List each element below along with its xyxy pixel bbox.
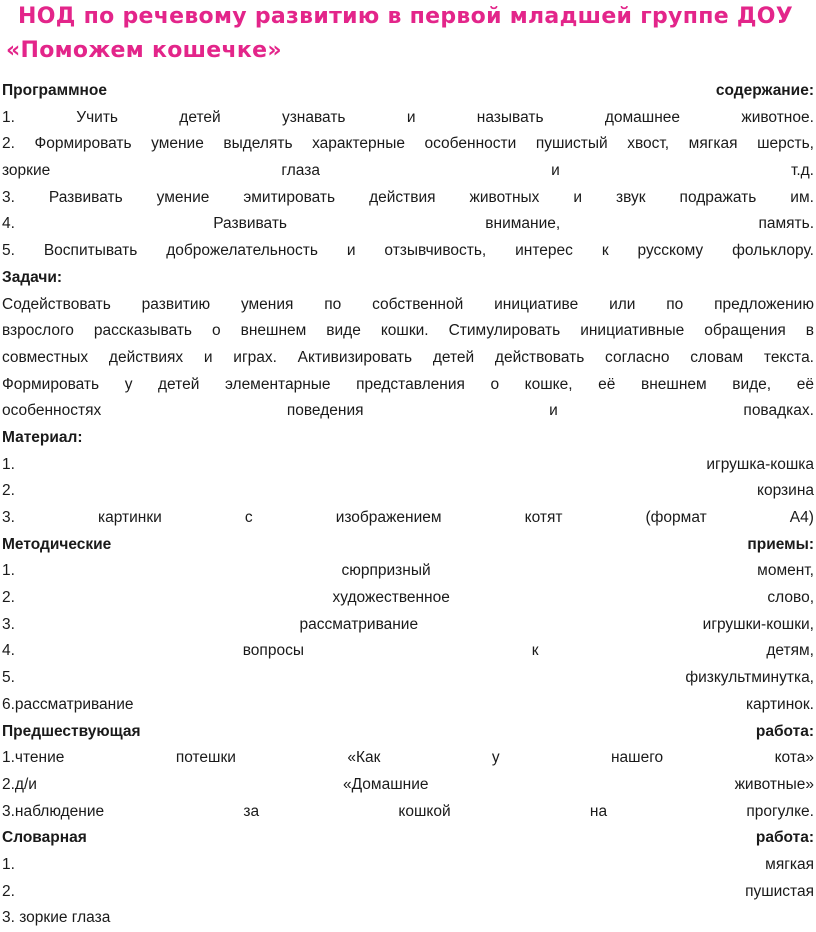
word: узнавать <box>281 108 346 126</box>
text-line <box>2 185 814 212</box>
word: кошкой <box>398 802 451 820</box>
word: Развивать <box>48 188 123 206</box>
word: пушистый <box>535 135 608 153</box>
word: слово, <box>767 589 814 607</box>
word: выделять <box>223 135 293 153</box>
text-line <box>2 345 814 372</box>
word: 1. <box>2 108 15 126</box>
word: с <box>244 509 253 526</box>
section-heading <box>2 265 814 292</box>
word: изображением <box>335 509 442 526</box>
word: 1. <box>2 562 15 580</box>
word: элементарные <box>224 375 331 393</box>
word: хвост, <box>627 135 670 153</box>
word: внешнем <box>240 322 307 340</box>
section-heading <box>2 425 814 452</box>
word: животные» <box>734 775 814 793</box>
word: 3.наблюдение <box>2 802 105 820</box>
text-line <box>2 585 814 612</box>
section-heading <box>2 825 814 852</box>
word: о <box>211 322 221 340</box>
word: глаза <box>71 909 111 927</box>
word: вопросы <box>242 642 304 660</box>
word: корзина <box>757 482 814 500</box>
word: игрушки-кошки, <box>702 615 814 633</box>
word: Формировать <box>34 135 132 153</box>
word: Стимулировать <box>448 322 561 340</box>
word: кошке, <box>524 375 573 393</box>
word: представления <box>356 375 465 393</box>
title-line-2: «Поможем кошечке» <box>6 38 282 63</box>
word: особенностях <box>2 402 102 420</box>
word: интерес <box>515 242 573 260</box>
word: и <box>573 188 583 206</box>
word: детей <box>179 108 221 126</box>
word: 3. <box>2 909 15 927</box>
word: Методические <box>2 535 112 553</box>
word: предложению <box>714 295 814 313</box>
word: детей <box>158 375 200 393</box>
text-line <box>2 905 814 932</box>
word: внимание, <box>485 215 561 233</box>
text-line <box>2 131 814 158</box>
word: Предшествующая <box>2 722 141 740</box>
word: игрушка-кошка <box>706 455 814 473</box>
word: умения <box>240 295 294 313</box>
word: рассматривание <box>299 615 419 633</box>
word: Воспитывать <box>43 242 138 260</box>
word: называть <box>476 108 544 126</box>
word: шерсть, <box>757 135 814 153</box>
word: нашего <box>610 749 664 767</box>
word: животных <box>469 188 540 206</box>
text-line <box>2 292 814 319</box>
word: за <box>243 802 260 820</box>
word: собственной <box>372 295 464 313</box>
word: по <box>666 295 684 313</box>
word: по <box>324 295 342 313</box>
word: доброжелательность <box>166 242 318 260</box>
word: действовать <box>494 348 585 366</box>
word: и <box>406 108 416 126</box>
word: действия <box>369 188 436 206</box>
word: характерные <box>312 135 405 153</box>
text-line <box>2 105 814 132</box>
word: инициативные <box>580 322 685 340</box>
word: отзывчивость, <box>384 242 487 260</box>
word: играх. <box>233 348 277 366</box>
text-line <box>2 478 814 505</box>
word: 5. <box>2 669 15 687</box>
word: виде, <box>732 375 772 393</box>
word: глаза <box>281 162 320 180</box>
word: момент, <box>757 562 814 580</box>
word: художественное <box>332 589 450 607</box>
word: работа: <box>755 829 814 847</box>
text-line <box>2 745 814 772</box>
word: и <box>346 242 356 260</box>
word: Формировать <box>2 375 100 393</box>
word: содержание: <box>715 82 814 99</box>
word: в <box>805 322 814 340</box>
word: 5. <box>2 242 15 260</box>
word: особенности <box>424 135 517 153</box>
word: поведения <box>286 402 364 420</box>
word: эмитировать <box>243 188 336 206</box>
word: 2. <box>2 882 15 900</box>
text-line <box>2 452 814 479</box>
text-line <box>2 612 814 639</box>
word: А4) <box>789 509 814 526</box>
word: память. <box>758 215 814 233</box>
word: зоркие <box>2 162 51 180</box>
word: мягкая <box>688 135 738 153</box>
word: словам <box>690 348 744 366</box>
word: Программное <box>2 82 108 99</box>
word: 4. <box>2 642 15 660</box>
word: 1.чтение <box>2 749 65 767</box>
text-line <box>2 398 814 425</box>
word: совместных <box>2 348 89 366</box>
word: работа: <box>755 722 814 740</box>
word: Задачи: <box>2 268 63 286</box>
word: пушистая <box>745 882 814 900</box>
word: потешки <box>175 749 236 767</box>
word: действиях <box>108 348 184 366</box>
word: 2.д/и <box>2 775 37 793</box>
text-line <box>2 372 814 399</box>
word: подражать <box>679 188 757 206</box>
word: и <box>551 162 560 180</box>
word: внешнем <box>640 375 707 393</box>
word: Содействовать <box>2 295 111 313</box>
word: приемы: <box>747 535 814 553</box>
word: развитию <box>141 295 211 313</box>
word: у <box>124 375 133 393</box>
word: повадках. <box>743 402 814 420</box>
word: умение <box>156 188 210 206</box>
word: к <box>601 242 609 260</box>
word: Учить <box>76 108 118 126</box>
word: обращения <box>704 322 786 340</box>
text-line <box>2 211 814 238</box>
text-line <box>2 879 814 906</box>
word: умение <box>151 135 204 153</box>
word: рассказывать <box>93 322 192 340</box>
word: т.д. <box>790 162 814 180</box>
word: текста. <box>763 348 814 366</box>
word: «Как <box>347 749 381 767</box>
text-line <box>2 799 814 826</box>
page-title <box>0 0 816 66</box>
word: Материал: <box>2 428 83 446</box>
word: её <box>796 375 814 393</box>
section-heading <box>2 719 814 746</box>
word: 3. <box>2 188 15 206</box>
text-line <box>2 692 814 719</box>
text-line <box>2 318 814 345</box>
document-body <box>2 78 814 932</box>
word: 2. <box>2 589 15 607</box>
word: и <box>549 402 558 420</box>
text-line <box>2 558 814 585</box>
word: 4. <box>2 215 15 233</box>
word: «Домашние <box>343 775 429 793</box>
word: согласно <box>605 348 670 366</box>
word: 1. <box>2 855 15 873</box>
word: картинки <box>98 509 162 526</box>
section-heading <box>2 78 814 105</box>
text-line <box>2 158 814 185</box>
word: фольклору. <box>732 242 814 260</box>
word: животное. <box>741 108 814 126</box>
text-line <box>2 665 814 692</box>
word: 2. <box>2 482 15 500</box>
word: зоркие <box>19 909 68 927</box>
text-line <box>2 638 814 665</box>
word: звук <box>616 188 646 206</box>
text-line <box>2 772 814 799</box>
word: 1. <box>2 455 15 473</box>
word: Активизировать <box>297 348 413 366</box>
word: о <box>490 375 500 393</box>
word: к <box>531 642 539 660</box>
word: физкультминутка, <box>685 669 814 687</box>
word: кошки. <box>380 322 429 340</box>
word: котят <box>524 509 563 526</box>
word: домашнее <box>604 108 681 126</box>
word: детям, <box>766 642 814 660</box>
text-line <box>2 505 814 532</box>
word: инициативе <box>494 295 579 313</box>
word: русскому <box>637 242 704 260</box>
word: им. <box>790 188 814 206</box>
word: взрослого <box>2 322 74 340</box>
word: Словарная <box>2 829 87 847</box>
word: на <box>589 802 608 820</box>
word: 3. <box>2 509 15 526</box>
word: или <box>609 295 636 313</box>
word: (формат <box>645 509 707 526</box>
word: и <box>203 348 213 366</box>
word: 3. <box>2 615 15 633</box>
section-heading <box>2 532 814 559</box>
word: Развивать <box>213 215 288 233</box>
word: мягкая <box>765 855 814 873</box>
text-line <box>2 852 814 879</box>
word: прогулке. <box>746 802 814 820</box>
text-line <box>2 238 814 265</box>
word: её <box>598 375 616 393</box>
title-line-1: НОД по речевому развитию в первой младшей группе ДОУ <box>18 4 794 29</box>
word: детей <box>432 348 475 366</box>
word: 2. <box>2 135 15 153</box>
word: виде <box>326 322 361 340</box>
word: 6.рассматривание <box>2 695 134 713</box>
word: у <box>491 749 500 767</box>
word: кота» <box>774 749 814 767</box>
word: сюрпризный <box>341 562 431 580</box>
word: картинок. <box>745 695 814 713</box>
